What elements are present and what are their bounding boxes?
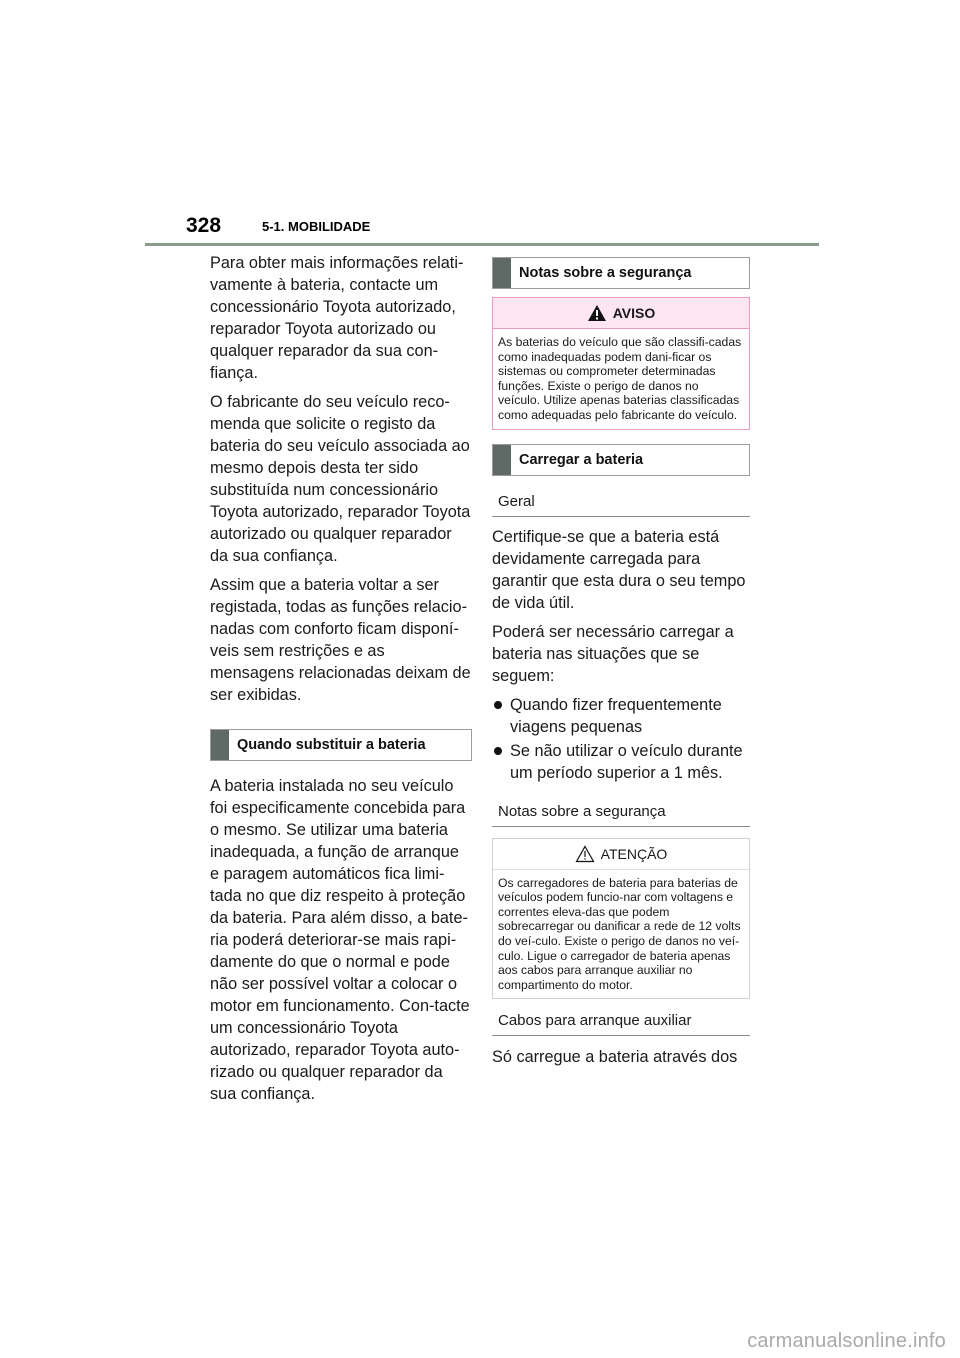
- subheading-safety: Notas sobre a segurança: [492, 802, 750, 827]
- heading-text: Carregar a bateria: [519, 451, 644, 468]
- heading-bar: [493, 445, 511, 475]
- warning-header: [493, 298, 749, 329]
- heading-text: Quando substituir a bateria: [237, 737, 426, 753]
- bullet-list: [492, 694, 750, 784]
- warning-title: AVISO: [612, 305, 656, 321]
- section-heading-charge: [492, 444, 750, 476]
- page-header: [0, 0, 960, 250]
- section-heading-safety: [492, 257, 750, 289]
- paragraph: O fabricante do seu veículo reco-menda que solicite o registo da bateria do seu veículo associada ao mesmo depois desta ter sido substituída num concessionário Toyota autorizado, reparador Toyota autorizado ou qualquer reparador da sua confiança.: [210, 393, 471, 565]
- warning-box: [492, 297, 750, 430]
- paragraph: Poderá ser necessário carregar a bateria nas situações que se seguem:: [492, 622, 734, 685]
- paragraph: Assim que a bateria voltar a ser registada, todas as funções relacio-nadas com conforto ficam disponí-veis sem restrições e as mensagens relacionadas deixam de ser exibidas.: [210, 576, 471, 704]
- paragraph: A bateria instalada no seu veículo foi especificamente concebida para o mesmo. Se utilizar uma bateria inadequada, a função de arranque e paragem automáticos fica limi-tada no que diz respeito à proteção da bateria. Para além disso, a bate-ria poderá deteriorar-se mais rapi-damente do que o normal e pode não ser possível voltar a colocar o motor em funcionamento. Con-tacte um concessionário Toyota autorizado, reparador Toyota auto-rizado ou qualquer reparador da sua confiança.: [210, 777, 470, 1103]
- heading-bar: [211, 730, 229, 760]
- subheading-jump-start: Cabos para arranque auxiliar: [492, 1011, 750, 1036]
- right-column: [492, 252, 750, 1075]
- list-item: Se não utilizar o veículo durante um período superior a 1 mês.: [492, 740, 750, 784]
- page-number: 328: [186, 214, 222, 237]
- warning-text: As baterias do veículo que são classifi-cadas como inadequadas podem dani-ficar os sistemas ou comprometer determinadas funções. Existe o perigo de danos no veículo. Utilize apenas baterias classificadas como adequadas pelo fabricante do veículo.: [498, 335, 742, 422]
- heading-text: Notas sobre a segurança: [519, 265, 692, 281]
- caution-box: [492, 838, 750, 1000]
- paragraph: Certifique-se que a bateria está devidamente carregada para garantir que esta dura o seu tempo de vida útil.: [492, 527, 746, 612]
- caution-triangle-icon: [575, 845, 595, 863]
- subheading-general: Geral: [492, 492, 750, 517]
- paragraph: Para obter mais informações relati-vamente à bateria, contacte um concessionário Toyota autorizado, reparador Toyota autorizado ou qualquer reparador da sua con-fiança.: [210, 254, 464, 382]
- caution-text: Os carregadores de bateria para baterias de veículos podem funcio-nar com voltagens e correntes eleva-das que podem sobrecarregar ou danificar a rede de 12 volts do veí-culo. Existe o perigo de danos no veí-culo. Ligue o carregador de bateria apenas aos cabos para arranque auxiliar no compartimento do motor.: [498, 875, 741, 992]
- heading-bar: [493, 258, 511, 288]
- section-title: 5-1. MOBILIDADE: [262, 219, 371, 234]
- warning-triangle-icon: [587, 304, 607, 322]
- left-column: [210, 252, 472, 1112]
- watermark: carmanualsonline.info: [747, 1330, 946, 1352]
- paragraph: Só carregue a bateria através dos: [492, 1048, 738, 1067]
- caution-title: ATENÇÃO: [600, 845, 668, 862]
- header-rule: [145, 243, 819, 246]
- caution-header: [493, 839, 749, 870]
- list-item: Quando fizer frequentemente viagens pequenas: [492, 694, 750, 738]
- section-heading-replace: [210, 729, 472, 761]
